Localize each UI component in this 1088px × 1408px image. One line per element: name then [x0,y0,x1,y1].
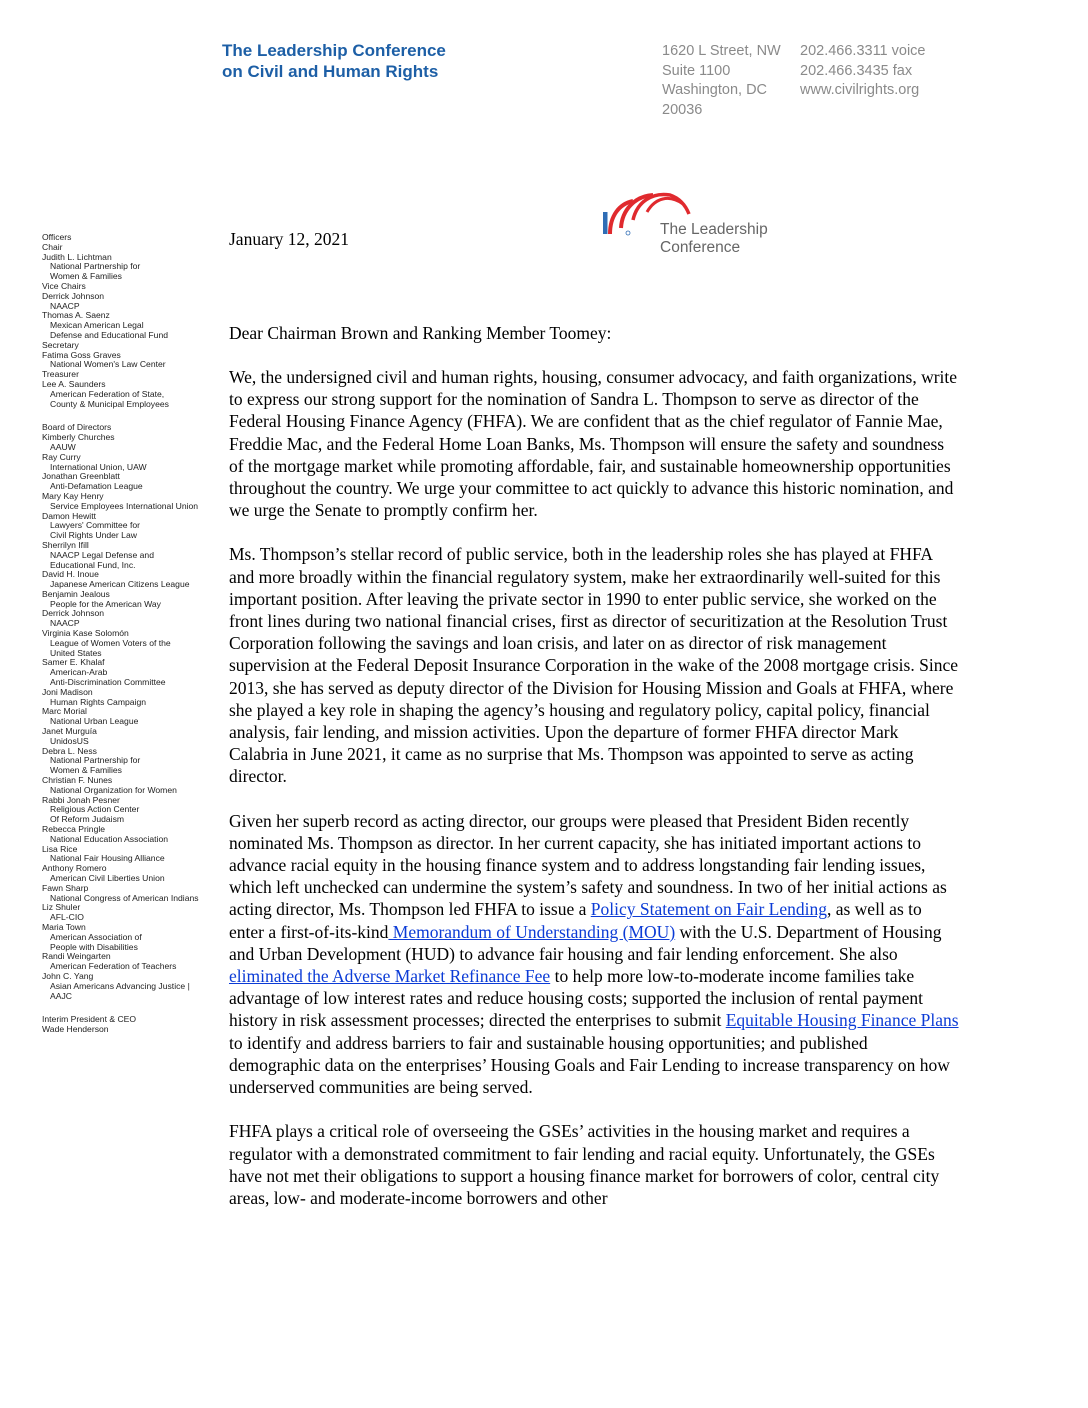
sidebar-affiliation: People for the American Way [50,598,161,609]
sidebar-affiliation: Human Rights Campaign [50,696,147,707]
logo-wordmark [660,221,768,257]
sidebar-affiliation: National Urban League [50,716,139,727]
sidebar-affiliation: Women & Families [50,765,122,776]
sidebar-entry: Samer E. Khalaf [42,657,105,668]
logo-blue-bar [603,212,608,234]
sidebar-entry: Rabbi Jonah Pesner [42,794,120,805]
sidebar-affiliation: Lawyers' Committee for [50,520,140,531]
sidebar-affiliation: Asian Americans Advancing Justice | [50,980,190,991]
sidebar-affiliation: Japanese American Citizens League [50,579,190,590]
paragraph-text: FHFA plays a critical role of overseeing the GSEs’ activities in the housing market and requires a regulator with a demonstrated commitment to fair lending and racial equity. Unfortunately, the GSEs have not met their obligations to support a housing finance market for borrowers of color, central city areas, low- and moderate-income borrowers and other [229,1121,940,1208]
sidebar-affiliation: People with Disabilities [50,941,138,952]
sidebar-entry: Treasurer [42,369,79,380]
sidebar-affiliation: National Organization for Women [50,784,177,795]
org-name-line-1: The Leadership Conference [222,41,446,60]
sidebar-affiliation: National Partnership for [50,261,141,272]
sidebar-entry: Wade Henderson [42,1024,109,1035]
paragraph-text: with the U.S. Department of Housing and Urban Development (HUD) to advance fair housing and fair lending enforcement. She also [229,921,942,964]
logo-arc-4 [647,198,683,212]
sidebar-affiliation: Defense and Educational Fund [50,329,169,340]
inline-link[interactable]: Memorandum of Understanding (MOU) [388,921,676,942]
sidebar-entry: Janet Murguía [42,726,97,737]
body-paragraph [229,810,961,1099]
sidebar-entry: Maria Town [42,921,86,932]
sidebar-affiliation: Service Employees International Union [50,500,199,511]
sidebar-affiliation: League of Women Voters of the [50,637,171,648]
sidebar-entry: Rebecca Pringle [42,824,106,835]
sidebar-affiliation: American-Arab [50,667,108,678]
address-line: Washington, DC [662,82,768,98]
sidebar-affiliation: AAJC [50,990,72,1001]
sidebar-affiliation: National Education Association [50,833,169,844]
sidebar-affiliation: UnidosUS [50,735,89,746]
mailing-address [662,42,781,120]
sidebar-entry: Sherrilyn Ifill [42,539,89,550]
sidebar-entry: Thomas A. Saenz [42,310,110,321]
sidebar-affiliation: Mexican American Legal [50,320,144,331]
sidebar-spacer [42,1001,217,1015]
salutation: Dear Chairman Brown and Ranking Member Toomey: [229,323,612,343]
sidebar-entry: Jonathan Greenblatt [42,471,120,482]
inline-link[interactable]: Equitable Housing Finance Plans [725,1010,959,1031]
sidebar-entry: Joni Madison [42,686,93,697]
sidebar-affiliation: Anti-Defamation League [50,481,143,492]
sidebar-affiliation: Educational Fund, Inc. [50,559,136,570]
sidebar-affiliation: National Congress of American Indians [50,892,199,903]
sidebar-affiliation: AFL-CIO [50,912,84,923]
sidebar-entry: Kimberly Churches [42,432,115,443]
sidebar-entry: Fatima Goss Graves [42,349,121,360]
sidebar-entry: Debra L. Ness [42,745,97,756]
sidebar-entry: Lee A. Saunders [42,378,106,389]
sidebar-entry: Fawn Sharp [42,882,89,893]
paragraph-text: We, the undersigned civil and human rights, housing, consumer advocacy, and faith organizations, write to express our strong support for the nomination of Sandra L. Thompson to serve as director of the Federal Housing Finance Agency (FHFA). We are confident that as the chief regulator of Fannie Mae, Freddie Mac, and the Federal Home Loan Banks, Ms. Thompson will ensure the safety and soundness of the mortgage market while promoting affordable, fair, and sustainable homeownership opportunities throughout the country. We urge your committee to act quickly to advance this historic nomination, and we urge the Senate to promptly confirm her. [229,367,958,521]
sidebar-entry: Christian F. Nunes [42,775,113,786]
website: www.civilrights.org [800,82,920,98]
sidebar-entry: Liz Shuler [42,902,81,913]
sidebar-entry: Officers [42,232,72,242]
org-name-line-2: on Civil and Human Rights [222,62,439,81]
inline-link[interactable]: Policy Statement on Fair Lending [590,899,827,920]
sidebar-entry: Randi Weingarten [42,951,111,962]
sidebar-entry: Derrick Johnson [42,290,105,301]
sidebar-affiliation: NAACP [50,300,80,311]
sidebar-affiliation: American Federation of Teachers [50,961,177,972]
sidebar-entry: John C. Yang [42,970,94,981]
phone-voice: 202.466.3311 voice [800,43,926,59]
address-line: 1620 L Street, NW [662,43,781,59]
sidebar-affiliation: Anti-Discrimination Committee [50,677,166,688]
sidebar-entry: Secretary [42,339,79,350]
sidebar-affiliation: American Association of [50,931,142,942]
paragraph-text: to help more low-to-moderate income families take advantage of low interest rates and reduce housing costs; supported the inclusion of rental payment history in risk assessment processes; directed the enterprises to submit [229,966,923,1031]
body-paragraph [229,543,961,787]
sidebar-affiliation: AAUW [50,441,76,452]
address-line: Suite 1100 [662,62,731,79]
sidebar-entry: Lisa Rice [42,843,78,854]
sidebar-affiliation: Of Reform Judaism [50,814,125,825]
sidebar-entry: Mary Kay Henry [42,490,104,501]
logo-line-1: The Leadership [660,221,768,238]
sidebar-entry: Benjamin Jealous [42,588,110,599]
address-line: 20036 [662,101,703,118]
sidebar-affiliation: NAACP Legal Defense and [50,549,154,560]
sidebar-entry: Judith L. Lichtman [42,251,112,262]
sidebar-entry: Chair [42,241,63,252]
sidebar-entry: Damon Hewitt [42,510,96,521]
sidebar-affiliation: National Partnership for [50,755,141,766]
sidebar-affiliation: Religious Action Center [50,804,140,815]
sidebar-affiliation: NAACP [50,618,80,629]
sidebar-entry: Anthony Romero [42,863,107,874]
phone-fax: 202.466.3435 fax [800,62,913,79]
sidebar-entry: Derrick Johnson [42,608,105,619]
paragraph-text: , as well as to enter a first-of-its-kind [229,899,922,942]
sidebar-entry: Ray Curry [42,451,81,462]
sidebar-affiliation: American Civil Liberties Union [50,873,165,883]
sidebar-entry: Virginia Kase Solomón [42,628,129,639]
body-paragraph [229,366,961,521]
sidebar-affiliation: National Women's Law Center [50,359,166,370]
sidebar-affiliation: County & Municipal Employees [50,398,169,409]
letter-date: January 12, 2021 [229,229,350,249]
sidebar-affiliation: Women & Families [50,271,122,282]
logo-line-2: Conference [660,239,741,256]
sidebar-entry: Board of Directors [42,422,112,433]
sidebar-entry: Marc Morial [42,706,87,717]
officers-board-list [42,233,217,1035]
organization-name [222,40,446,82]
inline-link[interactable]: eliminated the Adverse Market Refinance Fee [229,966,551,987]
sidebar-spacer [42,409,217,423]
contact-info [800,42,926,101]
sidebar-affiliation: Civil Rights Under Law [50,530,137,541]
sidebar-affiliation: American Federation of State, [50,388,165,399]
registered-mark-icon [626,231,630,235]
body-paragraph [229,1120,961,1209]
letter-body [229,366,961,1231]
paragraph-text: Ms. Thompson’s stellar record of public service, both in the leadership roles she has played at FHFA and more broadly within the financial regulatory system, make her extraordinarily well-suited for this important position. After leaving the private sector in 1990 to enter public service, she worked on the front lines during two national financial crises, first as director of securitization at the Resolution Trust Corporation following the savings and loan crisis, and later on as director of risk management supervision at the Federal Deposit Insurance Corporation in the wake of the 2008 mortgage crisis. Since 2013, she has served as deputy director of the Division for Housing Mission and Goals at FHFA, where she played a key role in shaping the agency’s housing and regulatory policy, capital policy, financial analysis, fair lending, and mission activities. Upon the departure of former FHFA director Mark Calabria in June 2021, it came as no surprise that Ms. Thompson was appointed to serve as acting director. [229,544,958,787]
sidebar-entry: David H. Inoue [42,569,99,580]
sidebar-entry: Vice Chairs [42,280,86,291]
paragraph-text: Given her superb record as acting director, our groups were pleased that President Biden recently nominated Ms. Thompson as director. In her current capacity, she has initiated important actions to advance racial equity in the housing finance system and to address longstanding fair lending issues, which left unchecked can undermine the system’s safety and soundness. In two of her initial actions as acting director, Ms. Thompson led FHFA to issue a [229,810,947,920]
sidebar-entry: Interim President & CEO [42,1014,137,1025]
sidebar-affiliation: National Fair Housing Alliance [50,853,165,864]
sidebar-affiliation: United States [50,647,102,658]
sidebar-affiliation: International Union, UAW [50,461,147,472]
paragraph-text: to identify and address barriers to fair and sustainable housing opportunities; and published demographic data on the enterprises’ Housing Goals and Fair Lending to increase transparency on how underserved communities are being served. [229,1032,950,1098]
